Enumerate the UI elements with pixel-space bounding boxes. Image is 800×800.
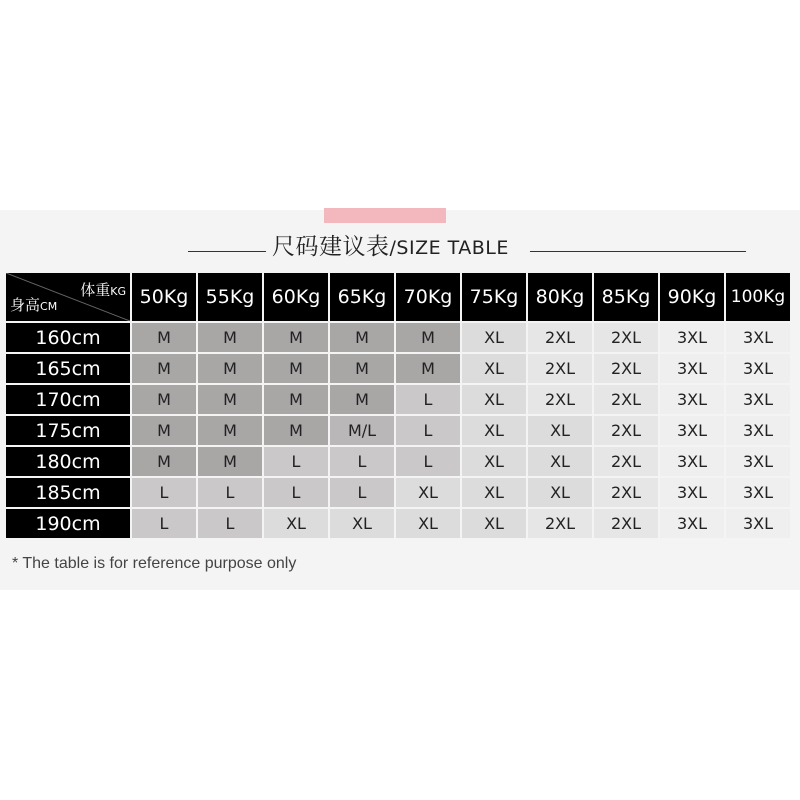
weight-header-row (6, 273, 790, 321)
size-cell: M (330, 385, 394, 414)
size-cell: 3XL (660, 385, 724, 414)
size-cell: 2XL (528, 354, 592, 383)
size-cell: M (264, 354, 328, 383)
size-chart-table (4, 271, 792, 540)
size-cell: L (396, 447, 460, 476)
table-row (6, 416, 790, 445)
weight-header-cell: 85Kg (594, 273, 658, 321)
size-cell: XL (528, 447, 592, 476)
size-cell: 2XL (594, 509, 658, 538)
weight-header-cell: 65Kg (330, 273, 394, 321)
size-cell: XL (528, 478, 592, 507)
size-cell: XL (330, 509, 394, 538)
table-row (6, 447, 790, 476)
size-cell: XL (264, 509, 328, 538)
size-cell: XL (462, 385, 526, 414)
size-cell: M (198, 354, 262, 383)
size-cell: 2XL (594, 478, 658, 507)
size-cell: M (198, 416, 262, 445)
size-cell: XL (462, 509, 526, 538)
size-cell: 3XL (726, 447, 790, 476)
height-header-cell: 175cm (6, 416, 130, 445)
size-cell: M (330, 323, 394, 352)
height-header-cell: 185cm (6, 478, 130, 507)
size-cell: M (132, 323, 196, 352)
size-cell: 3XL (660, 416, 724, 445)
size-cell: L (132, 509, 196, 538)
size-cell: 3XL (726, 323, 790, 352)
size-cell: 2XL (528, 323, 592, 352)
title-en: /SIZE TABLE (389, 237, 509, 259)
size-cell: 3XL (726, 509, 790, 538)
size-cell: L (198, 509, 262, 538)
size-cell: M (264, 323, 328, 352)
title-row (0, 224, 800, 264)
size-cell: 3XL (726, 385, 790, 414)
size-cell: XL (462, 478, 526, 507)
table-row (6, 478, 790, 507)
size-cell: M (396, 323, 460, 352)
title-cn: 尺码建议表 (272, 234, 390, 260)
size-cell: 2XL (594, 385, 658, 414)
size-cell: M (264, 416, 328, 445)
table-title (272, 228, 509, 261)
height-header-cell: 165cm (6, 354, 130, 383)
size-cell: 3XL (726, 354, 790, 383)
size-cell: L (264, 478, 328, 507)
size-cell: 2XL (594, 354, 658, 383)
size-cell: M (132, 385, 196, 414)
size-cell: L (330, 478, 394, 507)
size-cell: L (330, 447, 394, 476)
size-cell: XL (462, 323, 526, 352)
accent-bar (324, 208, 446, 223)
size-cell: 3XL (660, 509, 724, 538)
height-axis-label: 身高CM (10, 296, 58, 314)
weight-header-cell: 100Kg (726, 273, 790, 321)
size-cell: M (132, 416, 196, 445)
size-table-body (6, 323, 790, 538)
corner-header-cell (6, 273, 130, 321)
height-header-cell: 180cm (6, 447, 130, 476)
weight-header-cell: 70Kg (396, 273, 460, 321)
size-cell: L (396, 416, 460, 445)
size-cell: 3XL (660, 354, 724, 383)
table-row (6, 509, 790, 538)
size-cell: XL (396, 509, 460, 538)
weight-header-cell: 55Kg (198, 273, 262, 321)
weight-header-cell: 50Kg (132, 273, 196, 321)
size-cell: 3XL (726, 478, 790, 507)
size-cell: XL (528, 416, 592, 445)
size-cell: L (264, 447, 328, 476)
size-cell: M (132, 354, 196, 383)
title-divider-left (188, 251, 266, 252)
size-cell: XL (396, 478, 460, 507)
size-cell: L (198, 478, 262, 507)
size-cell: 2XL (594, 323, 658, 352)
size-cell: M (198, 385, 262, 414)
weight-header-cell: 60Kg (264, 273, 328, 321)
size-cell: 2XL (594, 416, 658, 445)
title-divider-right (530, 251, 746, 252)
size-cell: XL (462, 354, 526, 383)
size-cell: 3XL (660, 447, 724, 476)
size-cell: 3XL (660, 478, 724, 507)
weight-header-cell: 90Kg (660, 273, 724, 321)
size-cell: M (264, 385, 328, 414)
height-header-cell: 190cm (6, 509, 130, 538)
reference-note: * The table is for reference purpose only (12, 555, 297, 572)
size-cell: M (396, 354, 460, 383)
height-header-cell: 160cm (6, 323, 130, 352)
size-cell: L (396, 385, 460, 414)
size-cell: 2XL (594, 447, 658, 476)
table-row (6, 354, 790, 383)
size-cell: 3XL (660, 323, 724, 352)
table-row (6, 385, 790, 414)
weight-header-cell: 75Kg (462, 273, 526, 321)
size-cell: M (132, 447, 196, 476)
size-cell: XL (462, 416, 526, 445)
size-cell: 3XL (726, 416, 790, 445)
weight-header-cell: 80Kg (528, 273, 592, 321)
size-cell: M/L (330, 416, 394, 445)
size-cell: L (132, 478, 196, 507)
size-cell: XL (462, 447, 526, 476)
size-cell: M (198, 447, 262, 476)
size-cell: 2XL (528, 385, 592, 414)
size-cell: M (198, 323, 262, 352)
size-cell: 2XL (528, 509, 592, 538)
height-header-cell: 170cm (6, 385, 130, 414)
size-cell: M (330, 354, 394, 383)
weight-axis-label: 体重KG (80, 281, 126, 299)
table-row (6, 323, 790, 352)
